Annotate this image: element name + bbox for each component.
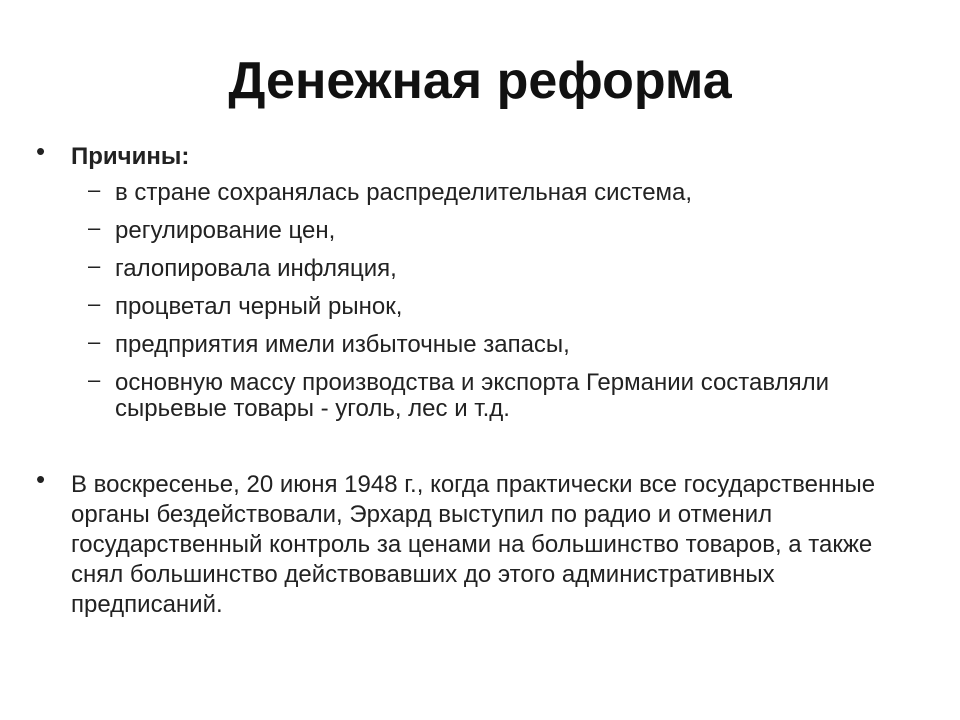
list-item <box>88 291 905 320</box>
list-item <box>88 367 905 422</box>
reason-text: процветал черный рынок, <box>115 293 403 320</box>
slide-title: Денежная реформа <box>228 52 732 110</box>
erhard-paragraph: В воскресенье, 20 июня 1948 г., когда практически все государственные органы бездействовали, Эрхард выступил по радио и отменил государственный контроль за ценами на большинство товаров, а также снял большинство действовавших до этого административных предписаний. <box>71 471 876 618</box>
dash-marker: – <box>88 367 101 392</box>
reason-text: регулирование цен, <box>115 217 336 244</box>
dash-marker: – <box>88 291 101 316</box>
list-item <box>88 177 905 206</box>
reason-text: галопировала инфляция, <box>115 255 397 282</box>
reason-text: основную массу производства и экспорта Германии составляли сырьевые товары - уголь, лес и т.д. <box>115 369 829 422</box>
dash-marker: – <box>88 329 101 354</box>
bullet-marker: • <box>36 136 46 166</box>
reason-text: предприятия имели избыточные запасы, <box>115 331 570 358</box>
list-item <box>88 253 905 282</box>
bullet-reasons <box>36 136 901 172</box>
reasons-heading: Причины: <box>71 143 190 170</box>
bullet-erhard <box>36 464 901 620</box>
list-item <box>88 329 905 358</box>
reason-text: в стране сохранялась распределительная система, <box>115 179 693 206</box>
bullet-marker: • <box>36 464 46 494</box>
reasons-list <box>88 177 905 434</box>
dash-marker: – <box>88 215 101 240</box>
dash-marker: – <box>88 253 101 278</box>
list-item <box>88 215 905 244</box>
dash-marker: – <box>88 177 101 202</box>
